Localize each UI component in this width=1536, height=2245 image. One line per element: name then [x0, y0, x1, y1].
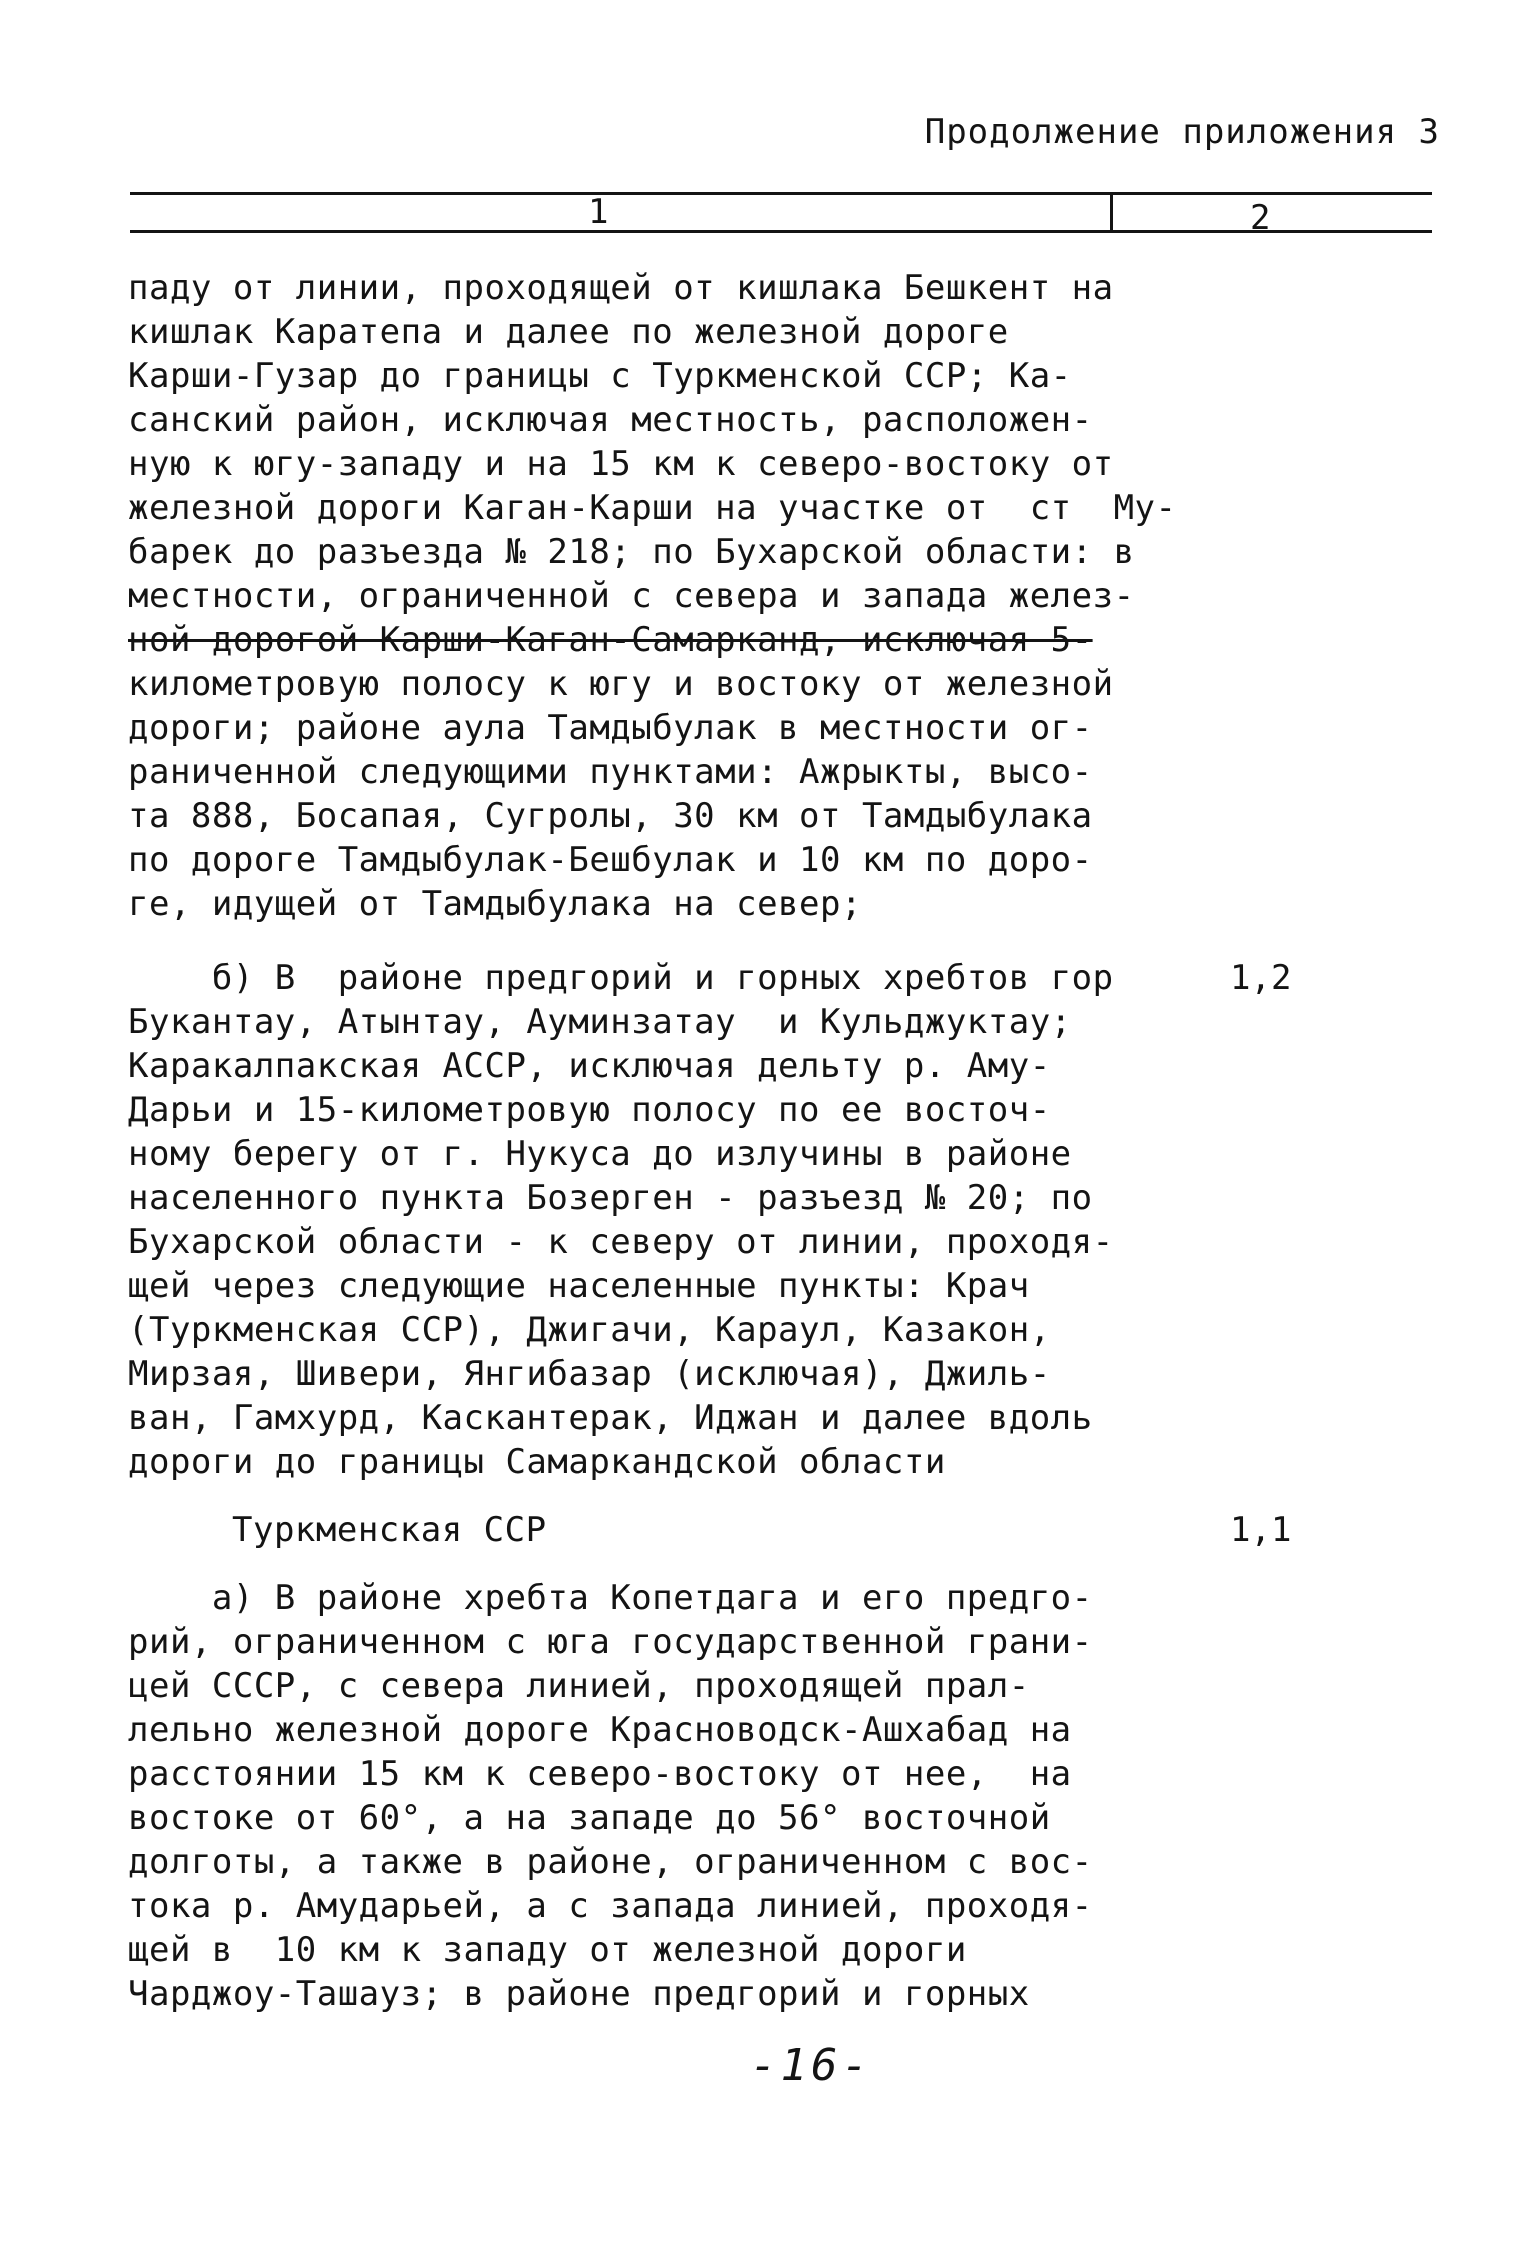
table-header-rule [130, 230, 1432, 233]
column-header-2: 2 [1250, 198, 1271, 238]
body-line: щей через следующие населенные пункты: Крач [128, 1266, 1030, 1306]
body-line: а) В районе хребта Копетдага и его предго- [128, 1578, 1093, 1618]
body-line: по дороге Тамдыбулак-Бешбулак и 10 км по доро- [128, 840, 1093, 880]
section-reference-value: 1,1 [1230, 1510, 1292, 1550]
body-line: местности, ограниченной с севера и запада желез- [128, 576, 1135, 616]
table-top-rule [130, 192, 1432, 195]
body-line: (Туркменская ССР), Джигачи, Караул, Казакон, [128, 1310, 1051, 1350]
body-line: барек до разъезда № 218; по Бухарской области: в [128, 532, 1135, 572]
body-line: паду от линии, проходящей от кишлака Бешкент на [128, 268, 1114, 308]
section-title: Туркменская ССР [232, 1510, 547, 1550]
page-header: Продолжение приложения 3 [924, 112, 1440, 152]
body-line: ге, идущей от Тамдыбулака на север; [128, 884, 862, 924]
body-line: лельно железной дороге Красноводск-Ашхабад на [128, 1710, 1072, 1750]
body-line: Дарьи и 15-километровую полосу по ее восточ- [128, 1090, 1051, 1130]
body-line: населенного пункта Бозерген - разъезд № 20; по [128, 1178, 1093, 1218]
body-line: Каракалпакская АССР, исключая дельту р. Аму- [128, 1046, 1051, 1086]
body-line: ван, Гамхурд, Каскантерак, Иджан и далее вдоль [128, 1398, 1093, 1438]
struck-through-line: ной дорогой Карши-Каган-Самарканд, исключая 5- [128, 620, 1093, 660]
body-line: расстоянии 15 км к северо-востоку от нее, на [128, 1754, 1072, 1794]
body-line: Карши-Гузар до границы с Туркменской ССР; Ка- [128, 356, 1072, 396]
body-line: щей в 10 км к западу от железной дороги [128, 1930, 967, 1970]
reference-value: 1,2 [1230, 958, 1292, 998]
body-line: железной дороги Каган-Карши на участке от ст Му- [128, 488, 1177, 528]
body-line: востоке от 60°, а на западе до 56° восточной [128, 1798, 1051, 1838]
body-line: ную к югу-западу и на 15 км к северо-востоку от [128, 444, 1114, 484]
body-line: раниченной следующими пунктами: Ажрыкты, высо- [128, 752, 1093, 792]
body-line: долготы, а также в районе, ограниченном с вос- [128, 1842, 1093, 1882]
body-line: рий, ограниченном с юга государственной грани- [128, 1622, 1093, 1662]
body-line: кишлак Каратепа и далее по железной дороге [128, 312, 1009, 352]
body-line: та 888, Босапая, Сугролы, 30 км от Тамдыбулака [128, 796, 1093, 836]
body-line: дороги; районе аула Тамдыбулак в местности ог- [128, 708, 1093, 748]
body-line: Мирзая, Шивери, Янгибазар (исключая), Джиль- [128, 1354, 1051, 1394]
body-line: цей СССР, с севера линией, проходящей прал- [128, 1666, 1030, 1706]
body-line: Чарджоу-Ташауз; в районе предгорий и горных [128, 1974, 1030, 2014]
body-line: б) В районе предгорий и горных хребтов гор [128, 958, 1114, 998]
body-line: Букантау, Атынтау, Ауминзатау и Кульджуктау; [128, 1002, 1072, 1042]
body-line: тока р. Амударьей, а с запада линией, проходя- [128, 1886, 1093, 1926]
column-divider [1110, 194, 1113, 230]
page-number: -16- [750, 2040, 872, 2091]
body-line: дороги до границы Самаркандской области [128, 1442, 946, 1482]
body-line: ному берегу от г. Нукуса до излучины в районе [128, 1134, 1072, 1174]
body-line: санский район, исключая местность, расположен- [128, 400, 1093, 440]
column-header-1: 1 [588, 192, 609, 232]
body-line: километровую полосу к югу и востоку от железной [128, 664, 1114, 704]
body-line: Бухарской области - к северу от линии, проходя- [128, 1222, 1114, 1262]
